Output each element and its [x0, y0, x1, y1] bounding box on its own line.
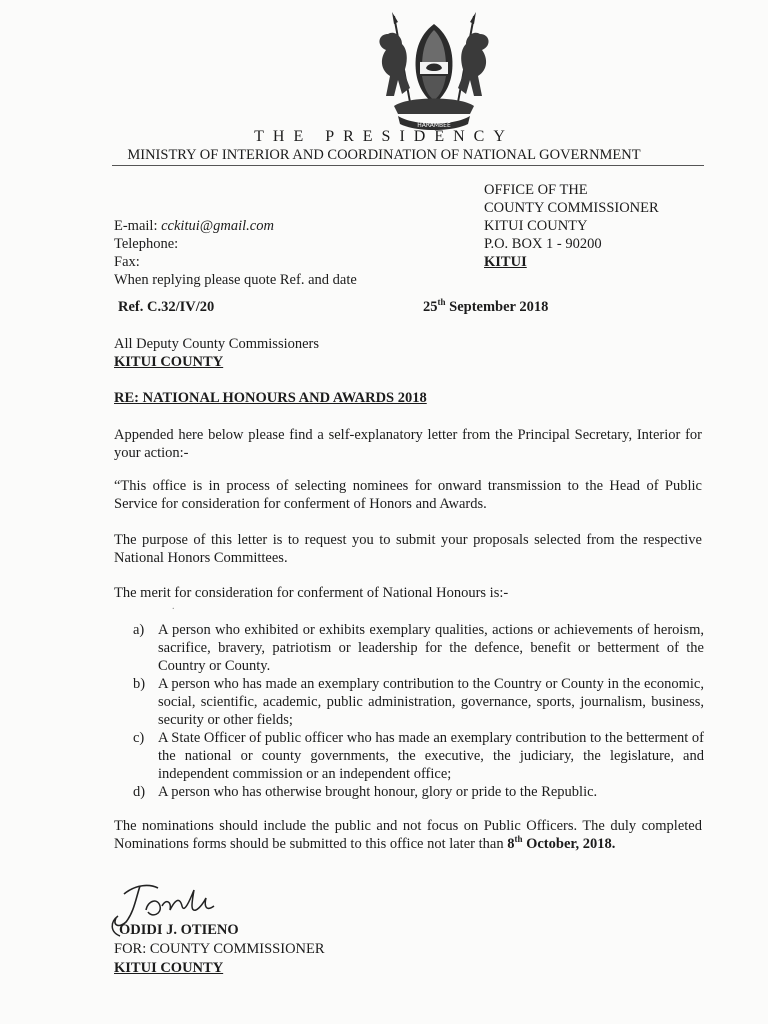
- office-line: OFFICE OF THE: [484, 182, 588, 198]
- deadline-day: 8: [507, 836, 515, 852]
- letter-date: [423, 299, 548, 316]
- office-town: KITUI: [484, 254, 527, 270]
- addressee-block: [114, 335, 319, 371]
- list-marker: b): [133, 676, 146, 692]
- list-item-text: A person who has made an exemplary contribution to the Country or County in the economic, social, scientific, academic, public administration, governance, sports, journalism, business, security or other fields;: [158, 676, 704, 728]
- telephone-label: Telephone:: [114, 236, 179, 252]
- office-line: P.O. BOX 1 - 90200: [484, 236, 602, 252]
- merit-list: [114, 621, 704, 801]
- list-marker: a): [133, 622, 145, 638]
- closing-text: The nominations should include the public and not focus on Public Officers. The duly completed Nominations forms should be submitted to this office not later than: [114, 818, 702, 852]
- signer-name: ODIDI J. OTIENO: [119, 922, 239, 938]
- addressee-county: KITUI COUNTY: [114, 354, 224, 370]
- body-paragraph: Appended here below please find a self-explanatory letter from the Principal Secretary, Interior for your action:-: [114, 427, 702, 461]
- stray-mark: .: [172, 601, 175, 612]
- office-address: [484, 181, 659, 271]
- list-item: [114, 621, 704, 675]
- closing-paragraph: [114, 817, 702, 853]
- letterhead-title: THE PRESIDENCY: [254, 128, 514, 145]
- signer-county: KITUI COUNTY: [114, 960, 224, 976]
- addressee-line: All Deputy County Commissioners: [114, 336, 320, 352]
- body-paragraph: The purpose of this letter is to request you to submit your proposals selected from the respective National Honors Committees.: [114, 532, 702, 566]
- list-item-text: A person who exhibited or exhibits exemplary qualities, actions or achievements of heroism, sacrifice, bravery, patriotism or leadership for the defence, benefit or betterment of the Country or County.: [158, 622, 704, 674]
- body-paragraph: The merit for consideration for conferment of National Honours is:-: [114, 585, 509, 601]
- list-item: [114, 783, 704, 801]
- office-line: KITUI COUNTY: [484, 218, 588, 234]
- coat-of-arms-icon: [364, 10, 504, 132]
- reply-note: When replying please quote Ref. and date: [114, 272, 357, 288]
- reference-number: Ref. C.32/IV/20: [118, 299, 215, 315]
- email-link[interactable]: cckitui@gmail.com: [161, 218, 274, 234]
- crest-motto: HARAMBEE: [417, 122, 451, 129]
- deadline-suffix: th: [514, 834, 523, 845]
- date-rest: September 2018: [445, 299, 549, 315]
- ministry-name: MINISTRY OF INTERIOR AND COORDINATION OF NATIONAL GOVERNMENT: [127, 147, 641, 163]
- list-item-text: A State Officer of public officer who has made an exemplary contribution to the betterment of the national or county governments, the executive, the judiciary, the legislature, and independent commission or an independent office;: [158, 730, 704, 782]
- list-item-text: A person who has otherwise brought honour, glory or pride to the Republic.: [158, 784, 598, 800]
- signer-role: FOR: COUNTY COMMISSIONER: [114, 941, 325, 957]
- date-day: 25: [423, 299, 438, 315]
- body-paragraph: “This office is in process of selecting nominees for onward transmission to the Head of Public Service for consideration for conferment of Honors and Awards.: [114, 478, 702, 512]
- header-divider: [112, 165, 704, 166]
- list-item: [114, 675, 704, 729]
- list-marker: d): [133, 784, 146, 800]
- list-item: [114, 729, 704, 783]
- date-suffix: th: [437, 297, 446, 308]
- email-line: [114, 217, 357, 235]
- contact-block: [114, 217, 357, 289]
- list-marker: c): [133, 730, 145, 746]
- office-line: COUNTY COMMISSIONER: [484, 200, 659, 216]
- fax-label: Fax:: [114, 254, 140, 270]
- deadline-date: October, 2018.: [522, 836, 616, 852]
- email-label: E-mail:: [114, 218, 162, 234]
- subject-line: RE: NATIONAL HONOURS AND AWARDS 2018: [114, 390, 427, 406]
